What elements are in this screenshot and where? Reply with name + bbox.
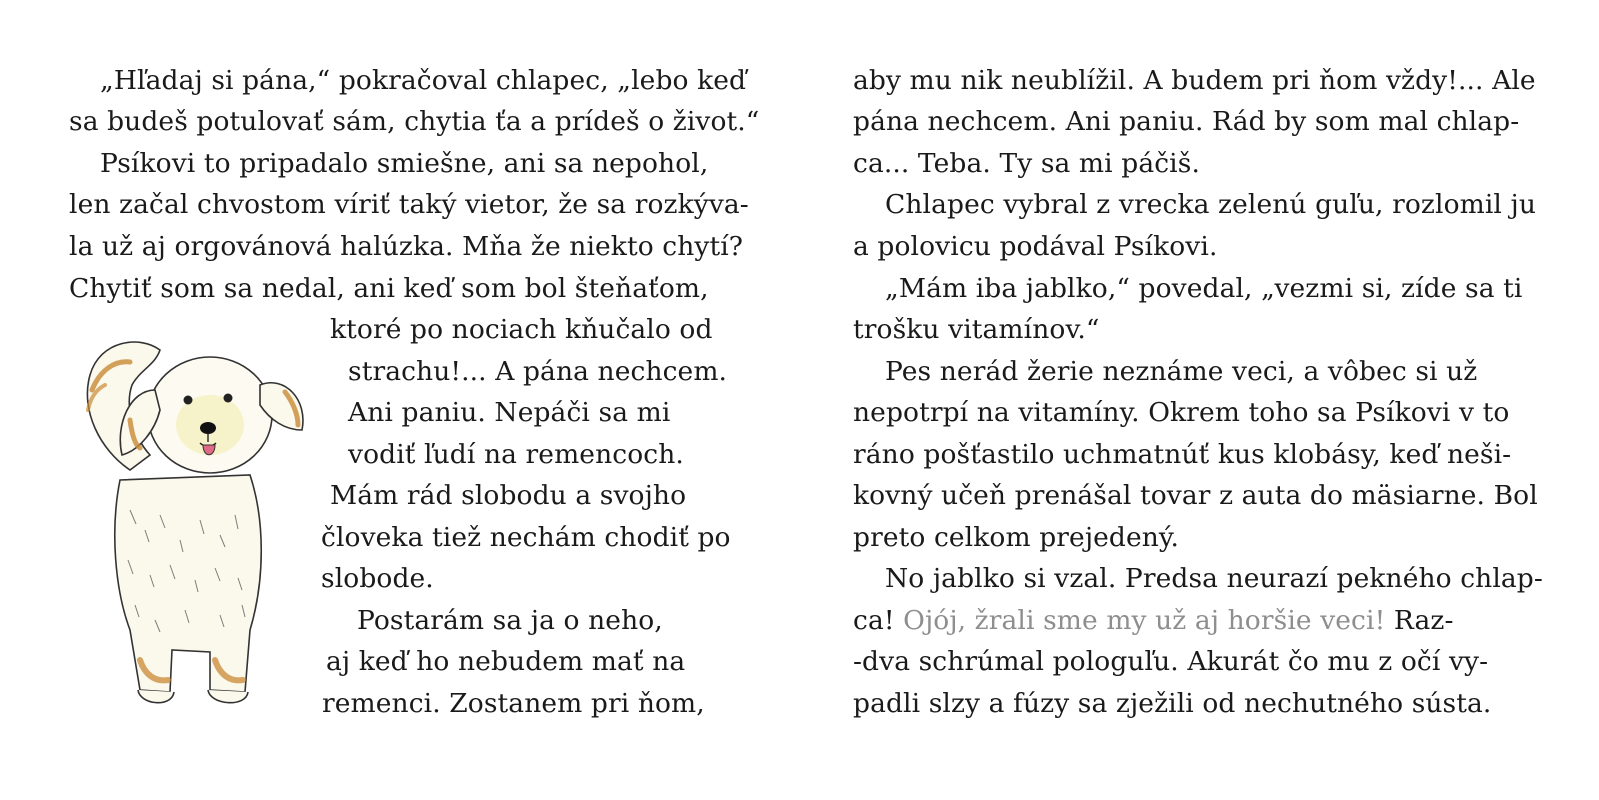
dog-eye	[184, 396, 193, 405]
text-line: Chytiť som sa nedal, ani keď som bol šteňaťom,	[69, 273, 709, 304]
text-line: Pes nerád žerie neznáme veci, a vôbec si už	[885, 356, 1478, 387]
dog-nose	[200, 422, 216, 434]
text-line: preto celkom prejedený.	[853, 522, 1180, 553]
text-line: slobode.	[321, 563, 434, 594]
text-line: sa budeš potulovať sám, chytia ťa a prídeš o život.“	[69, 106, 760, 137]
dog-illustration	[60, 330, 320, 730]
text-line: remenci. Zostanem pri ňom,	[322, 688, 705, 719]
text-line: ca... Teba. Ty sa mi páčiš.	[853, 148, 1200, 179]
text-line: pána nechcem. Ani paniu. Rád by som mal chlap-	[853, 106, 1520, 137]
text-line: Chlapec vybral z vrecka zelenú guľu, rozlomil ju	[885, 189, 1537, 220]
text-line: a polovicu podával Psíkovi.	[853, 231, 1218, 262]
text-line: aj keď ho nebudem mať na	[326, 646, 686, 677]
text-line: trošku vitamínov.“	[853, 314, 1100, 345]
text-line: aby mu nik neublížil. A budem pri ňom vždy!... Ale	[853, 65, 1536, 96]
text-line: Postarám sa ja o neho,	[357, 605, 663, 636]
right-page	[800, 0, 1599, 800]
text-line: človeka tiež nechám chodiť po	[321, 522, 731, 553]
dog-body	[115, 475, 261, 692]
text-line: Ani paniu. Nepáči sa mi	[348, 397, 671, 428]
text-line: vodiť ľudí na remencoch.	[348, 439, 684, 470]
text-line: -dva schrúmal pologuľu. Akurát čo mu z očí vy-	[853, 646, 1489, 677]
text-line: ktoré po nociach kňučalo od	[330, 314, 713, 345]
text-line-mixed	[853, 604, 1454, 638]
text-line: No jablko si vzal. Predsa neurazí pekného chlap-	[885, 563, 1543, 594]
text-segment: ca!	[853, 605, 904, 636]
text-line: Mám rád slobodu a svojho	[330, 480, 687, 511]
text-line: la už aj orgovánová halúzka. Mňa že niekto chytí?	[69, 231, 744, 262]
text-line: nepotrpí na vitamíny. Okrem toho sa Psíkovi v to	[853, 397, 1510, 428]
text-line: Psíkovi to pripadalo smiešne, ani sa nepohol,	[100, 148, 709, 179]
text-line: „Mám iba jablko,“ povedal, „vezmi si, zíde sa ti	[885, 273, 1523, 304]
text-line: ráno pošťastilo uchmatnúť kus klobásy, keď neši-	[853, 439, 1512, 470]
text-line: kovný učeň prenášal tovar z auta do mäsiarne. Bol	[853, 480, 1538, 511]
dog-thought: Ojój, žrali sme my už aj horšie veci!	[903, 605, 1386, 636]
text-line: len začal chvostom víriť taký vietor, že sa rozkýva-	[69, 189, 749, 220]
text-line: padli slzy a fúzy sa zježili od nechutného sústa.	[853, 688, 1492, 719]
dog-eye	[224, 394, 233, 403]
text-segment: Raz-	[1385, 605, 1454, 636]
text-line: „Hľadaj si pána,“ pokračoval chlapec, „lebo keď	[100, 65, 747, 96]
text-line: strachu!... A pána nechcem.	[348, 356, 728, 387]
